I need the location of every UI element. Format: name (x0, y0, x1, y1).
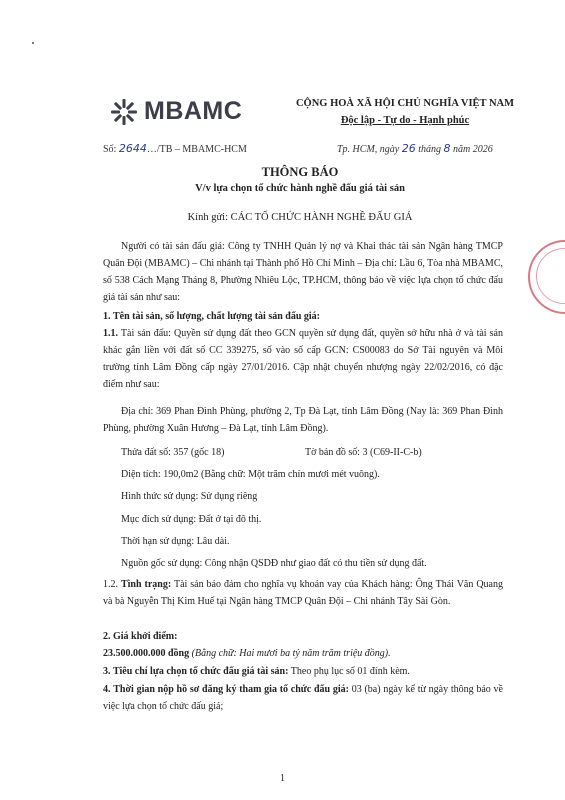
section-1-2 (103, 576, 503, 610)
intro-paragraph: Người có tài sản đấu giá: Công ty TNHH Quản lý nợ và Khai thác tài sản Ngân hàng TMCP Quân Đội (MBAMC) – Chi nhánh tại Thành phố Hồ Chí Minh – Địa chỉ: Lầu 6, Tòa nhà MBAMC, số 538 Cách Mạng Tháng 8, Phường Nhiêu Lộc, TP.HCM, thông báo về việc lựa chọn tổ chức đấu giá tài sản như sau: (103, 241, 503, 303)
document-subtitle: V/v lựa chọn tổ chức hành nghề đấu giá tài sản (195, 183, 405, 194)
mbamc-star-icon (110, 98, 138, 126)
date-year: năm 2026 (453, 144, 493, 155)
recipient-line: Kính gửi: CÁC TỔ CHỨC HÀNH NGHỀ ĐẤU GIÁ (187, 212, 413, 223)
use-form: Hình thức sử dụng: Sử dụng riêng (121, 491, 258, 502)
section-4 (103, 681, 503, 715)
section-1-2-text: Tài sản bảo đảm cho nghĩa vụ khoản vay của Khách hàng: Ông Thái Văn Quang và bà Nguyễn Thị Kim Huế tại Ngân hàng TMCP Quân Đội – Chi nhánh Tây Sài Gòn. (103, 579, 503, 607)
use-term: Thời hạn sử dụng: Lâu dài. (121, 536, 230, 547)
section-2-heading (103, 628, 503, 645)
nation-name: CỘNG HOÀ XÃ HỘI CHỦ NGHĨA VIỆT NAM (295, 98, 515, 109)
section-1-2-number: 1.2. (103, 579, 118, 590)
use-origin: Nguồn gốc sử dụng: Công nhận QSDĐ như giao đất có thu tiền sử dụng đất. (121, 558, 427, 569)
date-day: 26 (401, 142, 416, 155)
ref-number: 2644 (118, 142, 147, 155)
section-2-number: 2. (103, 631, 111, 642)
property-address: Địa chỉ: 369 Phan Đình Phùng, phường 2, Tp Đà Lạt, tỉnh Lâm Đồng (Nay là: 369 Phan Đình Phùng, phường Xuân Hương – Đà Lạt, tỉnh Lâm Đồng). (103, 406, 503, 434)
date-prefix: Tp. HCM, ngày (337, 144, 400, 155)
document-number (103, 142, 247, 155)
section-3 (103, 663, 503, 680)
national-header (275, 95, 535, 129)
section-4-text: 03 (ba) ngày kể từ ngày thông báo về việc lựa chọn tổ chức đấu giá; (103, 684, 503, 712)
section-4-number: 4. (103, 684, 111, 695)
section-1-1-text: Tài sản đấu: Quyền sử dụng đất theo GCN quyền sử dụng đất, quyền sở hữu nhà ở và tài sản khác gắn liền với đất số CC 339275, số vào số cấp GCN: CS00083 do Sở Tài nguyên và Môi trường tỉnh Lâm Đồng cấp ngày 27/01/2016. Cập nhật chuyển nhượng ngày 22/02/2016, có đặc điểm như sau: (103, 328, 503, 390)
ref-suffix: …/TB – MBAMC-HCM (146, 144, 247, 155)
red-seal-stamp (528, 240, 565, 314)
map-sheet-number: Tờ bản đồ số: 3 (C69-II-C-b) (305, 447, 422, 458)
section-1-2-label: Tình trạng: (120, 579, 172, 590)
section-4-title: Thời gian nộp hồ sơ đăng ký tham gia tổ chức đấu giá: (113, 684, 349, 695)
document-title: THÔNG BÁO (261, 165, 339, 179)
section-3-title: Tiêu chí lựa chọn tổ chức đấu giá tài sản: (113, 666, 289, 677)
property-area: Diện tích: 190,0m2 (Bằng chữ: Một trăm chín mươi mét vuông). (121, 469, 380, 480)
document-date (337, 142, 493, 155)
logo-wordmark: MBAMC (144, 97, 243, 125)
section-3-text: Theo phụ lục số 01 đính kèm. (288, 666, 410, 677)
page-number: 1 (280, 773, 285, 784)
section-3-number: 3. (103, 666, 111, 677)
scan-speck (32, 42, 34, 44)
company-logo (110, 97, 242, 126)
ref-prefix: Số: (103, 144, 117, 155)
section-1-number: 1. (103, 311, 111, 322)
starting-price-amount: 23.500.000.000 đồng (103, 648, 190, 659)
parcel-number: Thửa đất số: 357 (gốc 18) (121, 447, 225, 458)
use-purpose: Mục đích sử dụng: Đất ở tại đô thị. (121, 514, 262, 525)
starting-price-words: (Bằng chữ: Hai mươi ba tỷ năm trăm triệu đồng). (189, 648, 391, 659)
date-month-label: tháng (418, 144, 442, 155)
nation-motto: Độc lập - Tự do - Hạnh phúc (340, 115, 470, 126)
section-1-1 (103, 325, 503, 393)
starting-price (103, 645, 503, 662)
section-1-title: Tên tài sản, số lượng, chất lượng tài sản đấu giá: (113, 311, 321, 322)
section-1-heading (103, 308, 503, 325)
section-2-title: Giá khởi điểm: (113, 631, 178, 642)
date-month: 8 (443, 142, 451, 155)
section-1-1-number: 1.1. (103, 328, 118, 339)
